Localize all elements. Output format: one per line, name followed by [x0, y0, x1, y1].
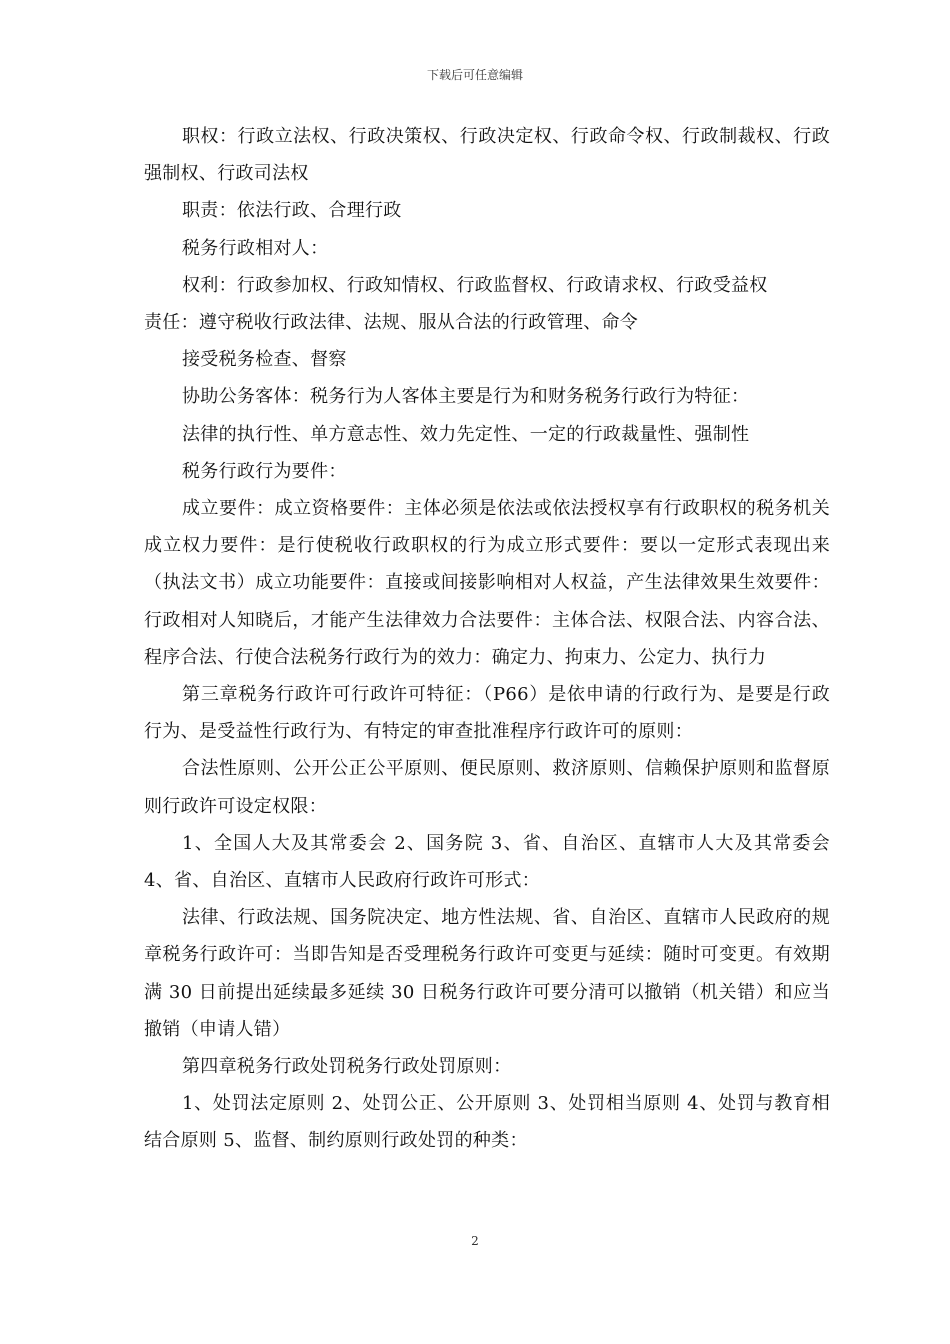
paragraph: 协助公务客体：税务行为人客体主要是行为和财务税务行政行为特征：	[182, 386, 750, 408]
paragraph: 1、处罚法定原则 2、处罚公正、公开原则 3、处罚相当原则 4、处罚与教育相结合原则 5、监督、制约原则行政处罚的种类：	[144, 1093, 830, 1152]
paragraph: 接受税务检查、督察	[182, 349, 347, 371]
page-number: 2	[471, 1234, 479, 1248]
paragraph: 成立要件：成立资格要件：主体必须是依法或依法授权享有行政职权的税务机关成立权力要件：是行使税收行政职权的行为成立形式要件：要以一定形式表现出来（执法文书）成立功能要件：直接或间接影响相对人权益，产生法律效果生效要件：行政相对人知晓后，才能产生法律效力合法要件：主体合法、权限合法、内容合法、程序合法、行使合法税务行政行为的效力：确定力、拘束力、公定力、执行力	[144, 498, 830, 668]
paragraph: 税务行政行为要件：	[182, 460, 347, 482]
paragraph: 第三章税务行政许可行政许可特征：（P66）是依申请的行政行为、是要是行政行为、是受益性行政行为、有特定的审查批准程序行政许可的原则：	[144, 684, 830, 743]
paragraph: 职权：行政立法权、行政决策权、行政决定权、行政命令权、行政制裁权、行政强制权、行政司法权	[144, 126, 830, 185]
paragraph: 职责：依法行政、合理行政	[182, 200, 402, 222]
paragraph: 责任：遵守税收行政法律、法规、服从合法的行政管理、命令	[144, 312, 639, 334]
paragraph: 第四章税务行政处罚税务行政处罚原则：	[182, 1056, 512, 1078]
paragraph: 合法性原则、公开公正公平原则、便民原则、救济原则、信赖保护原则和监督原则行政许可设定权限：	[144, 758, 830, 817]
paragraph: 法律、行政法规、国务院决定、地方性法规、省、自治区、直辖市人民政府的规章税务行政许可：当即告知是否受理税务行政许可变更与延续：随时可变更。有效期满 30 日前提出延续最多延续 30 日税务行政许可要分清可以撤销（机关错）和应当撤销（申请人错）	[144, 907, 830, 1040]
paragraph: 1、全国人大及其常委会 2、国务院 3、省、自治区、直辖市人大及其常委会 4、省、自治区、直辖市人民政府行政许可形式：	[144, 832, 830, 892]
document-body	[144, 118, 830, 1160]
paragraph: 税务行政相对人：	[182, 237, 329, 259]
page-header: 下载后可任意编辑	[426, 68, 523, 82]
paragraph: 权利：行政参加权、行政知情权、行政监督权、行政请求权、行政受益权	[182, 274, 768, 296]
paragraph: 法律的执行性、单方意志性、效力先定性、一定的行政裁量性、强制性	[182, 423, 750, 445]
